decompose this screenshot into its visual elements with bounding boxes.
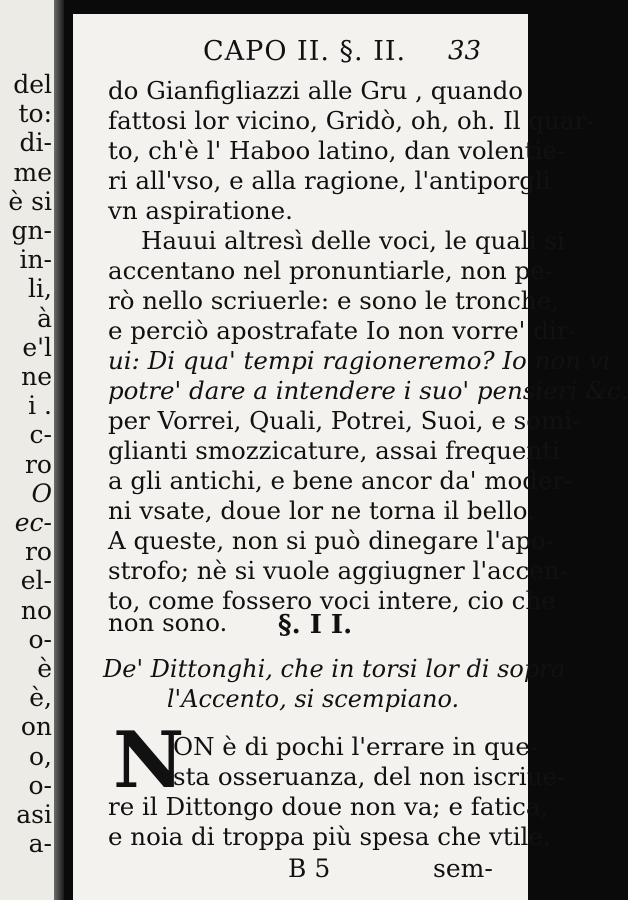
- facing-page-line: asi: [16, 800, 52, 829]
- text-line: re il Dittongo doue non va; e fatica,: [108, 792, 549, 821]
- facing-page-line: el-: [20, 566, 52, 596]
- text-line: ON è di pochi l'errare in que-: [173, 732, 539, 761]
- running-title: CAPO II. §. II.: [203, 36, 407, 67]
- facing-page-line: ne: [21, 362, 52, 391]
- facing-page-line: di-: [19, 128, 52, 158]
- text-line: to, come fossero voci intere, cio che: [108, 586, 556, 615]
- text-line: ni vsate, doue lor ne torna il bello.: [108, 496, 535, 525]
- facing-page-line: ec-: [14, 508, 52, 537]
- text-line: non sono.: [108, 608, 228, 637]
- facing-page-line: à: [37, 303, 52, 333]
- facing-page-line: è,: [29, 683, 52, 713]
- text-line: per Vorrei, Quali, Potrei, Suoi, e somi-: [108, 406, 581, 435]
- facing-page-line: e'l: [22, 332, 52, 362]
- facing-page-line: è: [37, 654, 52, 683]
- section-subtitle: l'Accento, si scempiano.: [166, 685, 460, 713]
- text-line: fattosi lor vicino, Gridò, oh, oh. Il quar-: [108, 106, 595, 135]
- section-heading: §. I I.: [278, 610, 353, 640]
- facing-page-line: o-: [28, 624, 52, 654]
- facing-page-line: o-: [28, 770, 52, 800]
- facing-page-line: i .: [28, 391, 52, 421]
- text-line: accentano nel pronuntiarle, non pe-: [108, 256, 553, 285]
- facing-page-line: li,: [28, 274, 52, 304]
- text-line: vn aspiratione.: [108, 196, 293, 225]
- text-line: potre' dare a intendere i suo' pensieri &c.: [108, 376, 628, 405]
- text-line: rò nello scriuerle: e sono le tronche,: [108, 286, 559, 315]
- text-line: ui: Di qua' tempi ragioneremo? Io non vi: [108, 346, 611, 375]
- text-line: do Gianfigliazzi alle Gru , quando: [108, 76, 524, 105]
- facing-page-line: c-: [29, 420, 52, 450]
- text-line: glianti smozzicature, assai frequenti: [108, 436, 560, 465]
- page-number: 33: [448, 36, 482, 66]
- facing-page-line: ro: [24, 449, 52, 479]
- drop-cap: N: [113, 715, 185, 806]
- facing-page-line: me: [13, 157, 52, 187]
- facing-page-line: ro: [24, 537, 52, 567]
- facing-page-line: to:: [18, 99, 52, 129]
- book-gutter: [54, 0, 64, 900]
- text-line: e noia di troppa più spesa che vtile.: [108, 822, 551, 851]
- signature-mark: B 5: [288, 854, 331, 883]
- section-subtitle: De' Dittonghi, che in torsi lor di sopra: [103, 655, 566, 683]
- text-line: e perciò apostrafate Io non vorre' dir-: [108, 316, 577, 345]
- facing-page-line: on: [20, 712, 52, 742]
- text-line: ri all'vso, e alla ragione, l'antiporgli: [108, 166, 551, 195]
- text-line: sta osseruanza, del non iscriue-: [173, 762, 566, 791]
- text-line: Hauui altresì delle voci, le quali si: [141, 226, 565, 255]
- facing-page-fragment: [0, 0, 62, 900]
- facing-page-line: gn-: [11, 216, 52, 245]
- facing-page-line: O: [31, 478, 52, 508]
- facing-page-line: del: [13, 70, 52, 99]
- facing-page-line: è si: [8, 186, 52, 216]
- facing-page-line: o,: [29, 741, 52, 771]
- facing-page-line: in-: [19, 245, 52, 275]
- text-line: to, ch'è l' Haboo latino, dan volentie-: [108, 136, 566, 165]
- facing-page-line: a-: [28, 829, 52, 859]
- text-line: a gli antichi, e bene ancor da' moder-: [108, 466, 573, 495]
- text-line: A queste, non si può dinegare l'apo-: [108, 526, 555, 555]
- book-page: [73, 14, 628, 900]
- catchword: sem-: [433, 854, 493, 883]
- facing-page-line: no: [20, 595, 52, 625]
- text-line: strofo; nè si vuole aggiugner l'accen-: [108, 556, 568, 585]
